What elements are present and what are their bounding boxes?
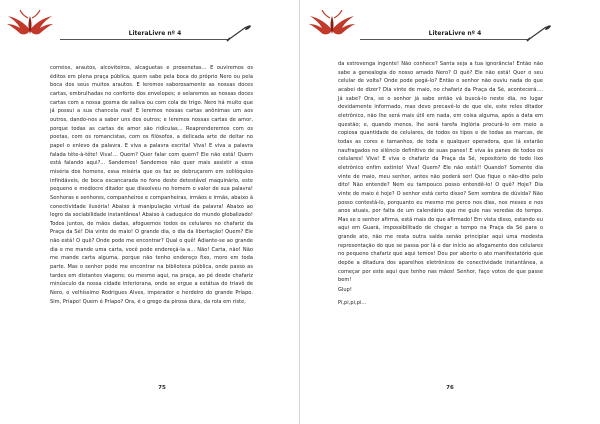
quill-pen-icon (526, 24, 552, 42)
paragraph: Glup! (338, 287, 352, 294)
paragraph: da estrovenga ingente! Não conhece? Santa seja a tua ignorância! Então não sabe a genealogia do nosso amado Nero? O quê? Ele não está! Quer o seu celular de volta? Onde pode pegá-lo? Então o senhor não ouviu nada do que acabei de dizer? Dia vinte de maio, no chafariz da Praça da Sé, acontecerá.... Já sabe? Ora, se o senhor já sabe então vá buscá-lo neste dia, no lugar devidamente informado, mas devo precavê-lo de que ele, este reles ditador eletrônico, não lhe será mais útil em nada, em coisa alguma, após a data em questão; e, quando menos, lhe será tarefa inglória procurá-lo em meio a copiosa quantidade de celulares, de todos os tipos e de todas as marcas, de todas as cores e tamanhos, de toda e qualquer operadora, que lá estarão naufragados no silêncio definitivo de suas panes! E viva às panes de todos os celulares! Viva! E viva o chafariz da Praça da Sé, repositório de todo lixo eletrônico enfim extinto! Viva! Quem? Ele não está!! Quando? Somente dia vinte de maio, meu senhor, antes não poderá ser! Que fique o não-dito pelo dito! Não entende? Nem eu tampouco posso entendê-lo! O quê? Hoje? Dia vinte de maio é hoje? O senhor está certo disso? Sem sombra de dúvida? Não posso contestá-lo, porquanto eu mesmo me perco nos dias, nos meses e nos anos atuais, por falta de um calendário que me guie nas veredas do tempo. Mas se o senhor afirma, está mais do que afirmado! Em vista disso, estando eu aqui em Guará, impossibilitado de chegar a tempo na Praça da Sé para o grande ato, não me resta outra saída senão principiar aqui uma modesta representação do que se passa por lá e dar início ao afogamento dos celulares no pequeno chafariz que aqui temos! Dou por aberto o ato manifestatório que depõe a ditadura dos aparelhos eletrônicos de conectividade instantânea, a começar por este aqui que tenho nas mãos! Senhor, faço votos de que passe bem! (338, 61, 543, 284)
paragraph: correios, arautos, alcoviteiros, alcaguetas e proxenetas... E ouviremos os éditos em plena praça pública, quem sabe pela boca do próprio Nero ou pela boca dos seus muitos arautos. E leremos saborosamente as nossas doces cartas, embrulhadas no conforto dos envelopes; e selaremos as nossas doces cartas com a nossa gosma de saliva ou com cola de trigo. Nero há muito que já possui a sua chancela real! E leremos nossas cartas anônimas um aos outros, dando-nos a saber uns dos outros; e leremos nossas cartas de amor, porque todas as cartas de amor são ridículas... Reaprenderemos com os poetas, com os romancistas, com os filósofos, a delicada arte de deitar no papel o enlevo da palavra. E viva a palavra escrita! Viva! E viva a palavra falada tête-à-tête! Viva!... Quem? Quer falar com quem? Ele não está! Quem está falando aqui?... Sandemos! Sandemos não quer mais assistir a essa miséria dos homens, essa miséria que os faz se debruçarem em solilóquios infindáveis, de boca escancarada no fone deste detestável maquinário, este pequeno e medíocre ditador que dissolveu no homem o valor de sua palavra! Senhoras e senhores, companheiros e companheiras, irmãos e irmãs, abaixo à conectividade ilusória! Abaixo à manipulação virtual da palavra! Abaixo ao logro da sociabilidade instantânea! Abaixo à caduquice do mundo globalizado! Todos juntos, de mãos dadas, afoguemos todos os celulares no chafariz da Praça da Sé! Dia vinte de maio! O grande dia, o dia da libertação! Quem? Ele não está! O quê? Onde pode me encontrar? Qual o quê! Adiante-se ao grande dia e me mande uma carta, você pode endereçá-la a... Não! Carta, não! Não me mande carta alguma, porque não tenho endereço fixo, moro em toda parte. Mas o senhor pode me encontrar na biblioteca pública, onde passo as tardes em distantes viagens; ou mesmo aqui, na praça, ao pé desde chafariz minúsculo da nossa cidade interiorana, onde se ergue a estátua do triavô de Nero, o velhíssimo Rodrigues Alves, imperador e herdeiro do grande Príapo. Sim, Príapo! Quem é Príapo? Ora, é o grego da pirosa dura, da rola em riste, (50, 65, 253, 305)
header-title: LiteraLivre nº 4 (428, 30, 482, 37)
winged-logo-icon (308, 4, 356, 44)
header-divider (360, 39, 528, 40)
right-page (300, 0, 600, 424)
paragraph: Pi,pi,pi,pi... (338, 299, 367, 306)
page-number: 75 (158, 385, 166, 391)
body-text (338, 60, 543, 307)
body-text (50, 64, 253, 306)
page-number: 76 (446, 385, 454, 391)
header-divider (60, 39, 228, 40)
header-title: LiteraLivre nº 4 (128, 30, 182, 37)
quill-pen-icon (226, 24, 252, 42)
winged-logo-icon (6, 4, 54, 44)
